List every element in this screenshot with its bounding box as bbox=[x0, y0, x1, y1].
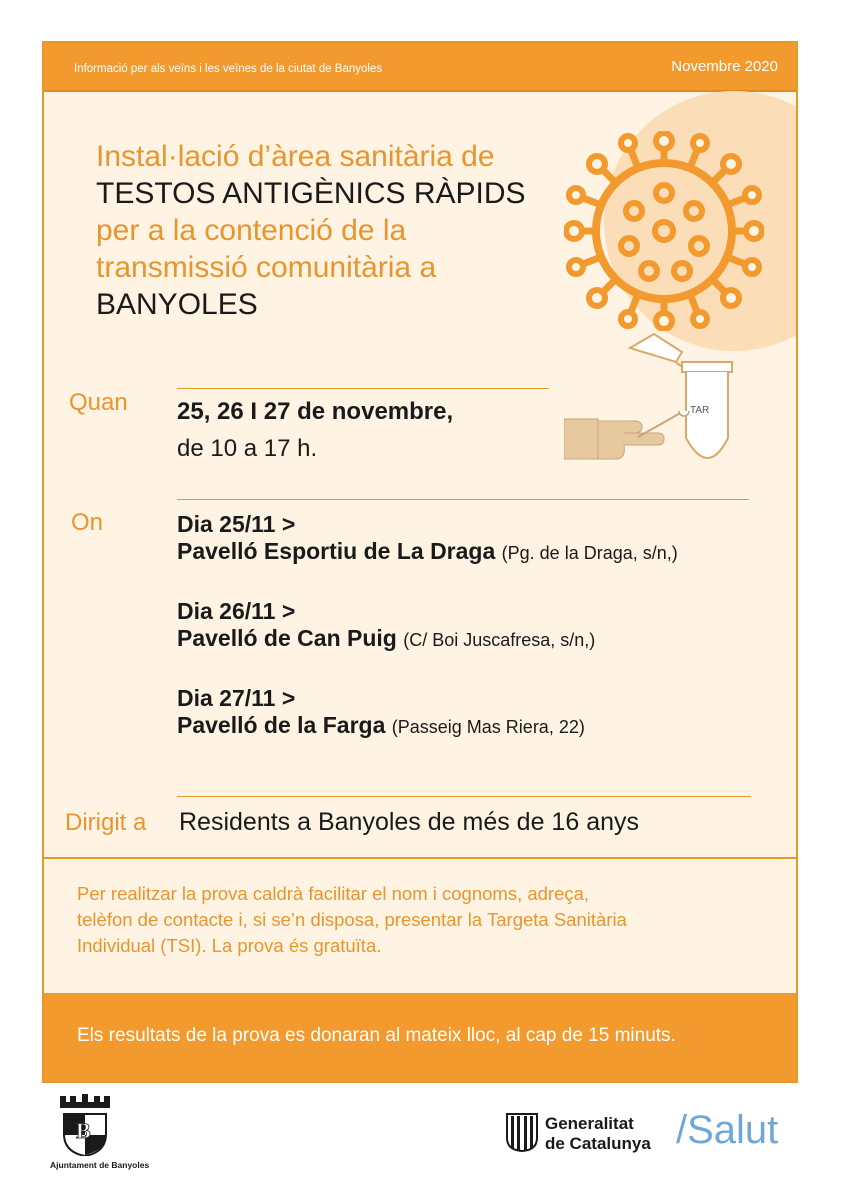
section-divider bbox=[44, 857, 796, 859]
header-bar bbox=[44, 43, 796, 92]
where-rule bbox=[177, 499, 749, 500]
venue-item bbox=[177, 598, 595, 652]
title-line-1: Instal·lació d’àrea sanitària de bbox=[96, 140, 495, 173]
requirements-note bbox=[77, 881, 777, 959]
when-rule bbox=[177, 388, 549, 389]
generalitat-logo-icon bbox=[505, 1112, 539, 1152]
venue-place: Pavelló de Can Puig bbox=[177, 625, 397, 651]
venue-address: (Pg. de la Draga, s/n,) bbox=[501, 543, 678, 563]
venue-address: (C/ Boi Juscafresa, s/n,) bbox=[403, 630, 596, 650]
venue-place: Pavelló Esportiu de La Draga bbox=[177, 538, 496, 564]
page-title bbox=[96, 138, 526, 323]
ajuntament-crest-icon bbox=[52, 1094, 118, 1156]
title-line-2: TESTOS ANTIGÈNICS RÀPIDS bbox=[96, 177, 526, 210]
salut-logo: /Salut bbox=[676, 1108, 779, 1152]
title-line-5: BANYOLES bbox=[96, 288, 258, 321]
note-line-2: telèfon de contacte i, si se’n disposa, presentar la Targeta Sanitària bbox=[77, 909, 627, 930]
target-label: Dirigit a bbox=[65, 809, 147, 836]
header-info: Informació per als veïns i les veïnes de la ciutat de Banyoles bbox=[74, 63, 383, 75]
ajuntament-name: Ajuntament de Banyoles bbox=[50, 1160, 150, 1170]
when-label: Quan bbox=[69, 389, 128, 416]
where-label: On bbox=[71, 509, 104, 536]
title-line-4: transmissió comunitària a bbox=[96, 251, 437, 284]
results-text: Els resultats de la prova es donaran al mateix lloc, al cap de 15 minuts. bbox=[77, 1025, 676, 1046]
when-hours: de 10 a 17 h. bbox=[177, 435, 318, 462]
when-date: 25, 26 I 27 de novembre, bbox=[177, 398, 454, 425]
target-rule bbox=[177, 796, 751, 797]
venue-item bbox=[177, 685, 585, 739]
virus-icon bbox=[564, 131, 764, 331]
generalitat-line-2: de Catalunya bbox=[545, 1134, 651, 1153]
venue-item bbox=[177, 511, 678, 565]
poster bbox=[42, 41, 798, 1083]
tube-label: TAR bbox=[690, 405, 710, 416]
generalitat-name bbox=[545, 1114, 651, 1154]
target-text: Residents a Banyoles de més de 16 anys bbox=[179, 808, 639, 836]
venue-day: Dia 26/11 > bbox=[177, 598, 296, 624]
note-line-1: Per realitzar la prova caldrà facilitar el nom i cognoms, adreça, bbox=[77, 883, 590, 904]
generalitat-line-1: Generalitat bbox=[545, 1114, 634, 1133]
venue-day: Dia 25/11 > bbox=[177, 511, 296, 537]
results-bar bbox=[44, 993, 796, 1081]
header-date: Novembre 2020 bbox=[671, 58, 778, 75]
svg-text:B: B bbox=[76, 1118, 91, 1143]
hand-swab-icon bbox=[564, 411, 704, 471]
venue-address: (Passeig Mas Riera, 22) bbox=[391, 717, 585, 737]
title-line-3: per a la contenció de la bbox=[96, 214, 407, 247]
note-line-3: Individual (TSI). La prova és gratuïta. bbox=[77, 935, 382, 956]
venue-day: Dia 27/11 > bbox=[177, 685, 296, 711]
venue-place: Pavelló de la Farga bbox=[177, 712, 386, 738]
